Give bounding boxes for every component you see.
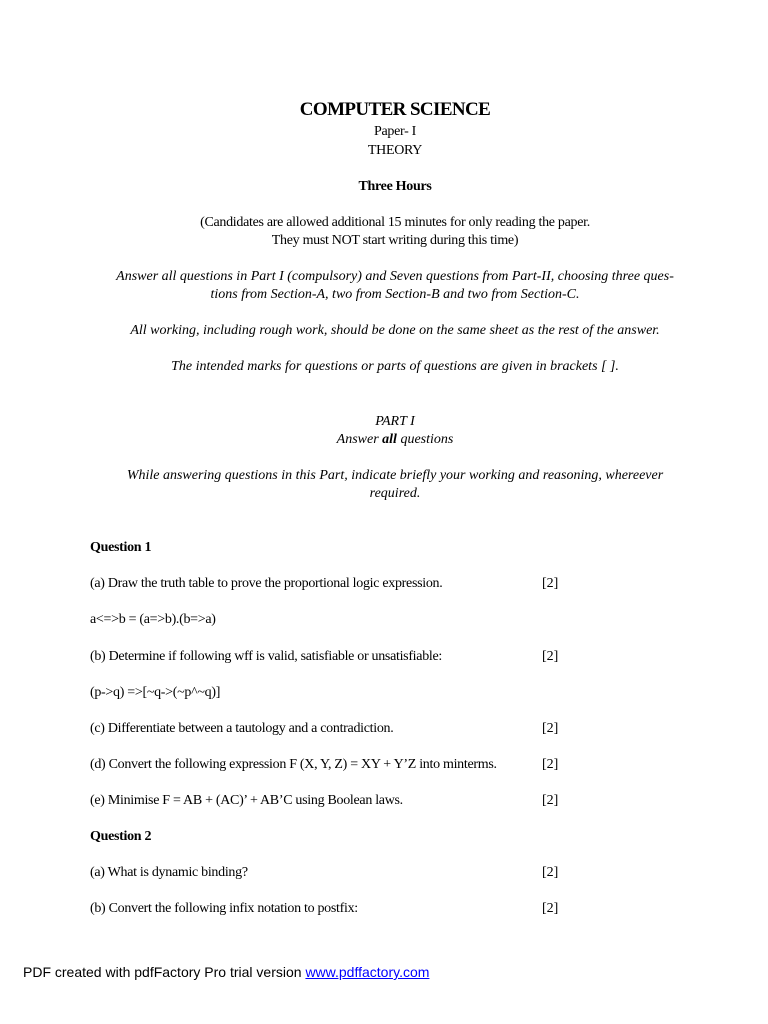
question-marks: [2] <box>542 576 559 591</box>
question-heading: Question 1 <box>90 540 152 555</box>
part-note-line-1: While answering questions in this Part, indicate briefly your working and reasoning, whereever <box>126 468 664 483</box>
question-item <box>90 792 570 810</box>
paper-title: COMPUTER SCIENCE <box>299 99 491 120</box>
answer-emphasis: all <box>382 432 397 447</box>
question-text: (d) Convert the following expression F (X, Y, Z) = XY + Y’Z into minterms. <box>90 757 497 772</box>
working-rule: All working, including rough work, should be done on the same sheet as the rest of the answer. <box>130 323 660 338</box>
question-item <box>90 575 570 593</box>
question-heading: Question 2 <box>90 829 152 844</box>
expression-text: a<=>b = (a=>b).(b=>a) <box>90 612 216 627</box>
question-text: (e) Minimise F = AB + (AC)’ + AB’C using Boolean laws. <box>90 793 403 808</box>
footer-text: PDF created with pdfFactory Pro trial version <box>23 964 302 980</box>
question-item <box>90 864 570 882</box>
answer-prefix: Answer <box>336 432 379 447</box>
reading-note-line-1: (Candidates are allowed additional 15 minutes for only reading the paper. <box>200 215 590 230</box>
question-marks: [2] <box>542 793 559 808</box>
question-item <box>90 648 570 666</box>
question-marks: [2] <box>542 721 559 736</box>
part-answer-instruction <box>90 431 700 449</box>
question-item <box>90 900 570 918</box>
question-marks: [2] <box>542 757 559 772</box>
part-heading: PART I <box>375 414 415 429</box>
pdf-footer <box>23 963 429 981</box>
answer-rule-line-2: tions from Section-A, two from Section-B and two from Section-C. <box>210 287 580 302</box>
paper-number: Paper- I <box>373 124 417 139</box>
question-text: (a) What is dynamic binding? <box>90 865 248 880</box>
reading-note-line-2: They must NOT start writing during this time) <box>271 233 519 248</box>
expression-text: (p->q) =>[~q->(~p^~q)] <box>90 685 221 700</box>
question-expression <box>90 684 570 702</box>
answer-suffix: questions <box>400 432 454 447</box>
question-marks: [2] <box>542 901 559 916</box>
question-expression <box>90 611 570 629</box>
question-marks: [2] <box>542 865 559 880</box>
question-text: (c) Differentiate between a tautology and a contradiction. <box>90 721 394 736</box>
paper-section: THEORY <box>367 143 423 158</box>
question-marks: [2] <box>542 649 559 664</box>
question-text: (b) Convert the following infix notation to postfix: <box>90 901 358 916</box>
question-text: (b) Determine if following wff is valid, satisfiable or unsatisfiable: <box>90 649 442 664</box>
part-note-line-2: required. <box>369 486 421 501</box>
exam-duration: Three Hours <box>358 179 432 194</box>
question-text: (a) Draw the truth table to prove the proportional logic expression. <box>90 576 443 591</box>
marks-rule: The intended marks for questions or parts of questions are given in brackets [ ]. <box>171 359 619 374</box>
answer-rule-line-1: Answer all questions in Part I (compulsory) and Seven questions from Part-II, choosing three ques- <box>116 269 674 284</box>
question-item <box>90 720 570 738</box>
question-item <box>90 756 570 774</box>
footer-link[interactable]: www.pdffactory.com <box>305 964 430 980</box>
